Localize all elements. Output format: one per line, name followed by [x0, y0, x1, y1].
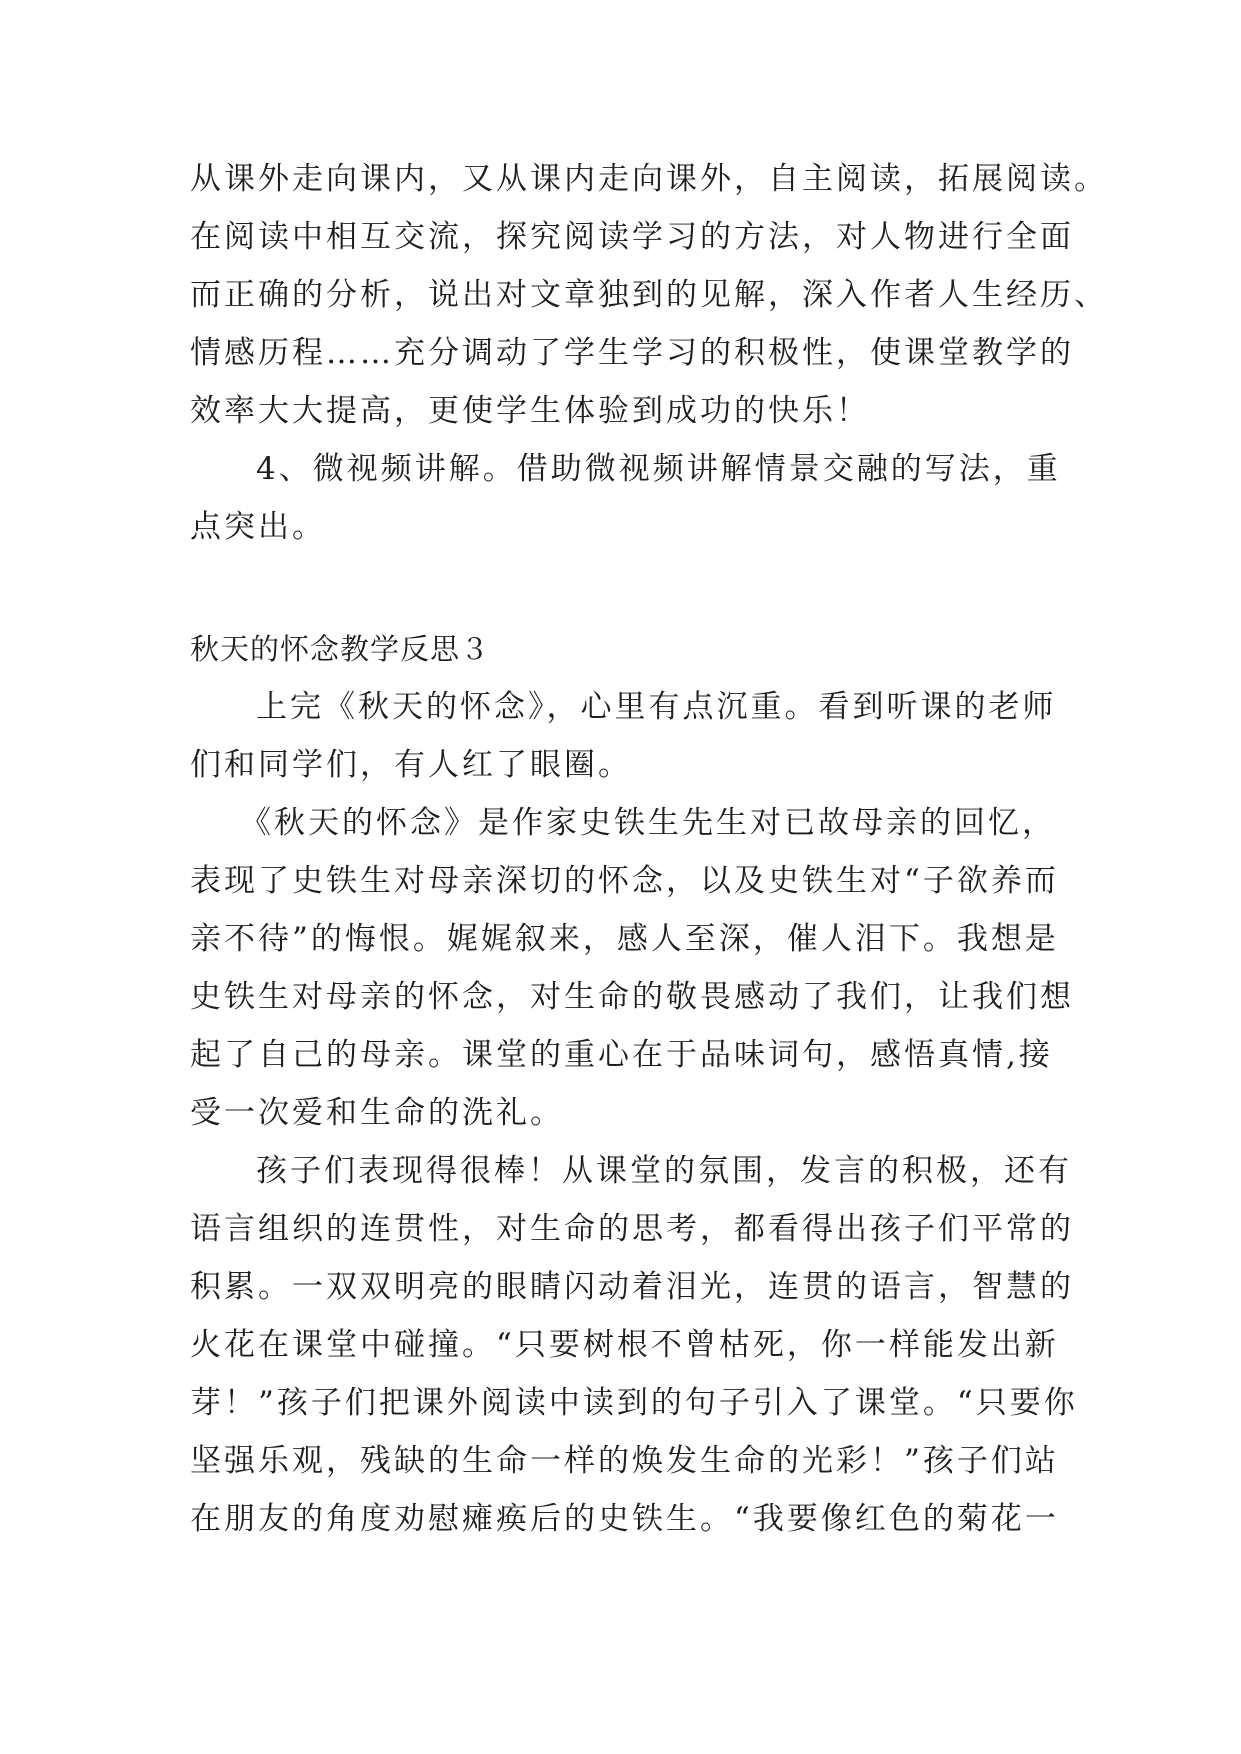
text-line: 坚强乐观，残缺的生命一样的焕发生命的光彩！”孩子们站 [190, 1443, 1059, 1479]
paragraph-micro-video [190, 440, 1061, 556]
text-line: 上完《秋天的怀念》，心里有点沉重。看到听课的老师 [256, 689, 1057, 725]
text-line: 们和同学们，有人红了眼圈。 [190, 747, 632, 783]
text-line: 表现了史铁生对母亲深切的怀念，以及史铁生对“子欲养而 [190, 863, 1059, 899]
text-line: 从课外走向课内，又从课内走向课外，自主阅读，拓展阅读。 [190, 161, 1108, 197]
text-line: 点突出。 [190, 509, 326, 545]
text-line: 4、微视频讲解。借助微视频讲解情景交融的写法，重 [256, 451, 1061, 487]
text-line: 史铁生对母亲的怀念，对生命的敬畏感动了我们，让我们想 [190, 979, 1074, 1015]
text-line: 在朋友的角度劝慰瘫痪后的史铁生。“我要像红色的菊花一 [190, 1501, 1059, 1537]
text-line: 起了自己的母亲。课堂的重心在于品味词句，感悟真情,接 [190, 1037, 1053, 1073]
text-line: 积累。一双双明亮的眼睛闪动着泪光，连贯的语言，智慧的 [190, 1269, 1074, 1305]
paragraph-summary [190, 794, 1074, 1142]
text-line: 芽！”孩子们把课外阅读中读到的句子引入了课堂。“只要你 [190, 1385, 1078, 1421]
text-line: 火花在课堂中碰撞。“只要树根不曾枯死，你一样能发出新 [190, 1327, 1059, 1363]
text-line: 情感历程……充分调动了学生学习的积极性，使课堂教学的 [190, 335, 1074, 371]
text-line: 而正确的分析，说出对文章独到的见解，深入作者人生经历、 [190, 277, 1108, 313]
paragraph-intro [190, 678, 1057, 794]
text-line: 受一次爱和生命的洗礼。 [190, 1095, 564, 1131]
text-line: 孩子们表现得很棒！从课堂的氛围，发言的积极，还有 [256, 1153, 1072, 1189]
section-reflection-3 [190, 620, 1078, 1548]
paragraph-students [190, 1142, 1078, 1548]
text-line: 在阅读中相互交流，探究阅读学习的方法，对人物进行全面 [190, 219, 1074, 255]
text-line: 亲不待”的悔恨。娓娓叙来，感人至深，催人泪下。我想是 [190, 921, 1059, 957]
text-line: 效率大大提高，更使学生体验到成功的快乐！ [190, 393, 870, 429]
section-heading: 秋天的怀念教学反思３ [190, 632, 491, 666]
text-line: 语言组织的连贯性，对生命的思考，都看得出孩子们平常的 [190, 1211, 1074, 1247]
paragraph-reading-benefits [190, 150, 1108, 440]
text-line: 《秋天的怀念》是作家史铁生先生对已故母亲的回忆， [240, 805, 1056, 841]
